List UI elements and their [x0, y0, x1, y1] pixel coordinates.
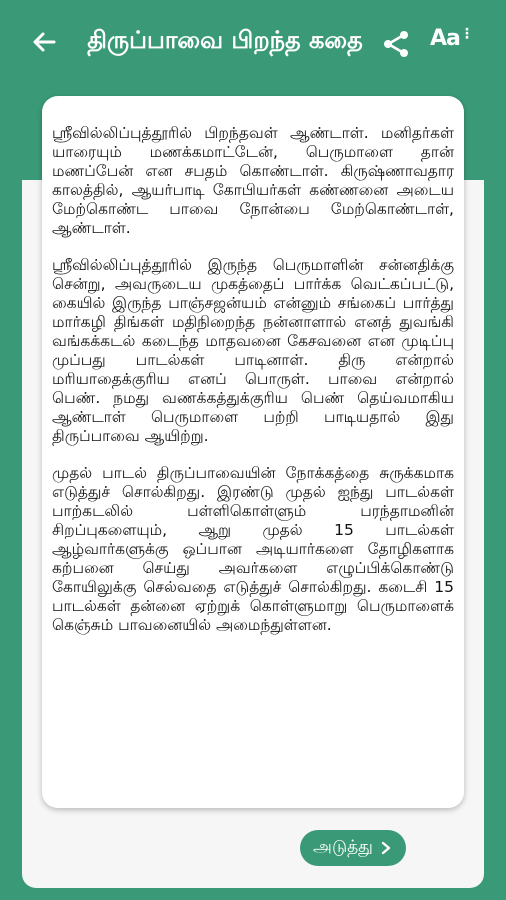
next-button[interactable] [300, 830, 406, 866]
arrow-left-icon[interactable] [30, 28, 58, 56]
font-size-label: Aa [430, 26, 460, 51]
paragraph: ஸ்ரீவில்லிப்புத்தூரில் பிறந்தவள் ஆண்டாள். மனிதர்கள் யாரையும் மணக்கமாட்டேன், பெருமாளை தான் மணப்பேன் என சபதம் கொண்டாள். கிருஷ்ணாவதார காலத்தில், ஆயர்பாடி கோபியர்கள் கண்ணனை அடைய மேற்கொண்ட பாவை நோன்பை மேற்கொண்டாள், ஆண்டாள். [52, 124, 454, 237]
chevron-right-icon [379, 841, 393, 855]
story-card [42, 96, 464, 808]
page-title: திருப்பாவை பிறந்த கதை [87, 26, 363, 54]
paragraph: ஸ்ரீவில்லிப்புத்தூரில் இருந்த பெருமாளின் சன்னதிக்கு சென்று, அவருடைய முகத்தைப் பார்க்க வெட்கப்பட்டு, கையில் இருந்த பாஞ்சஜன்யம் என்னும் சங்கைப் பார்த்து மார்கழி திங்கள் மதிநிறைந்த நன்னாளால் எனத் துவங்கி வங்கக்கடல் கடைந்த மாதவனை கேசவனை என முடிப்பு முப்பது பாடல்கள் பாடினாள். திரு என்றால் மரியாதைக்குரிய எனப் பொருள். பாவை என்றால் பெண். நமது வணக்கத்துக்குரிய பெண் தெய்வமாகிய ஆண்டாள் பெருமாளை பற்றி பாடியதால் இது திருப்பாவை ஆயிற்று. [52, 256, 454, 445]
next-button-label: அடுத்து [313, 837, 373, 857]
font-size-icon[interactable]: Aa⋮ [430, 26, 473, 51]
scroll-fade [42, 768, 464, 808]
share-icon[interactable] [380, 28, 412, 60]
paragraph: முதல் பாடல் திருப்பாவையின் நோக்கத்தை சுருக்கமாக எடுத்துச் சொல்கிறது. இரண்டு முதல் ஐந்து பாடல்கள் பாற்கடலில் பள்ளிகொள்ளும் பரந்தாமனின் சிறப்புகளையும், ஆறு முதல் 15 பாடல்கள் ஆழ்வார்களுக்கு ஒப்பான அடியார்களை தோழிகளாக கற்பனை செய்து அவர்களை எழுப்பிக்கொண்டு கோயிலுக்கு செல்வதை எடுத்துச் சொல்கிறது. கடைசி 15 பாடல்கள் தன்னை ஏற்றுக் கொள்ளுமாறு பெருமாளைக் கெஞ்சும் பாவனையில் அமைந்துள்ளன. [52, 464, 454, 634]
story-content[interactable] [52, 124, 454, 808]
